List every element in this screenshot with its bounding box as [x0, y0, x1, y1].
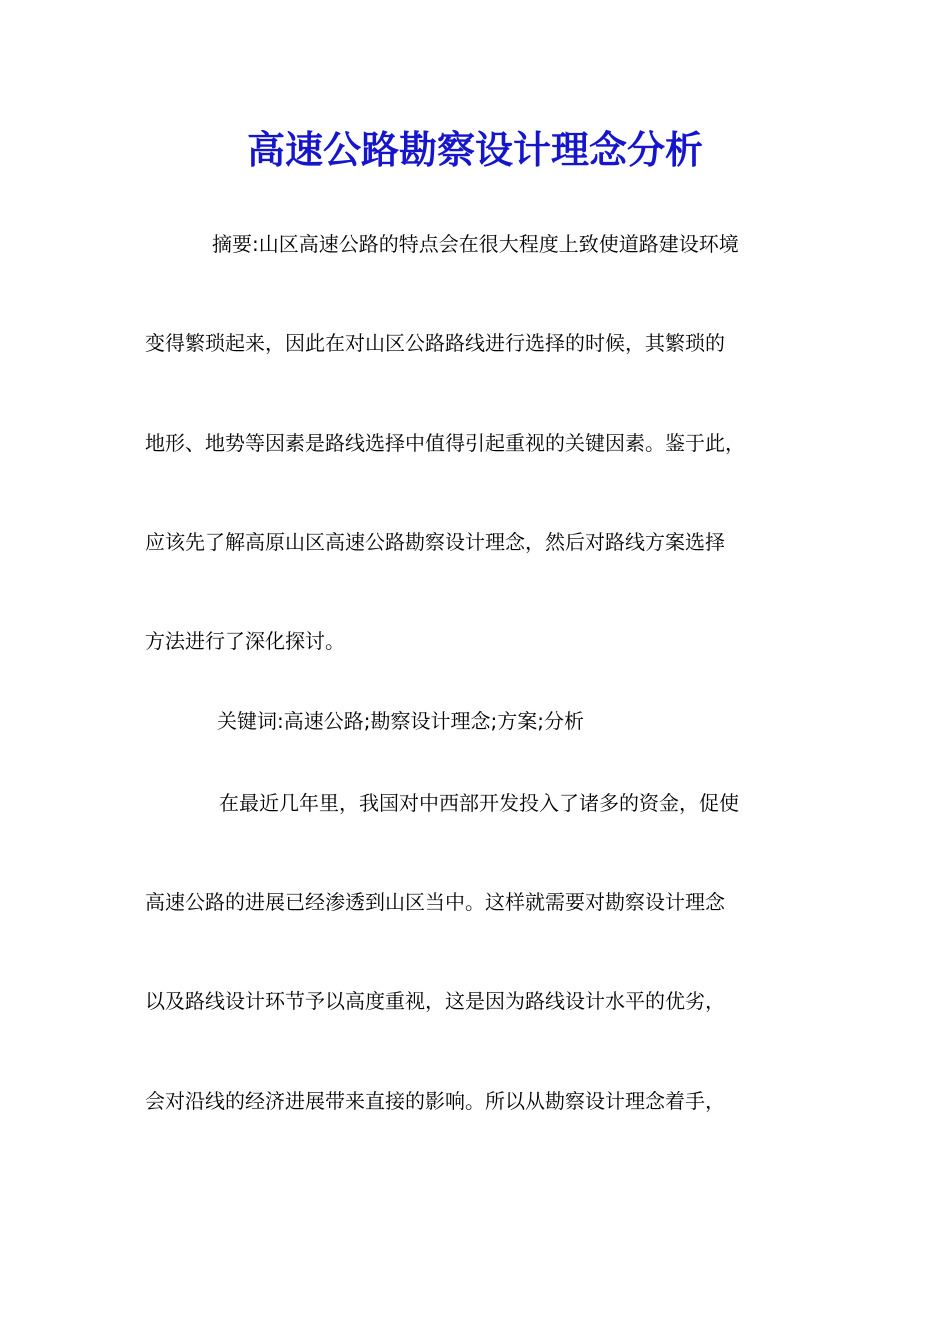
abstract-line: 方法进行了深化探讨。 [145, 629, 345, 653]
abstract-line: 应该先了解高原山区高速公路勘察设计理念，然后对路线方案选择 [145, 530, 725, 554]
keywords-line: 关键词:高速公路;勘察设计理念;方案;分析 [217, 709, 584, 733]
abstract-line: 地形、地势等因素是路线选择中值得引起重视的关键因素。鉴于此， [145, 431, 745, 455]
body-line: 会对沿线的经济进展带来直接的影响。所以从勘察设计理念着手， [145, 1089, 725, 1113]
body-line: 以及路线设计环节予以高度重视，这是因为路线设计水平的优劣， [145, 989, 725, 1013]
document-title: 高速公路勘察设计理念分析 [246, 127, 703, 172]
abstract-line: 变得繁琐起来，因此在对山区公路路线进行选择的时候，其繁琐的 [145, 331, 725, 355]
abstract-line: 摘要:山区高速公路的特点会在很大程度上致使道路建设环境 [212, 232, 739, 256]
body-line: 高速公路的进展已经渗透到山区当中。这样就需要对勘察设计理念 [145, 890, 725, 914]
body-line: 在最近几年里，我国对中西部开发投入了诸多的资金，促使 [219, 791, 739, 815]
